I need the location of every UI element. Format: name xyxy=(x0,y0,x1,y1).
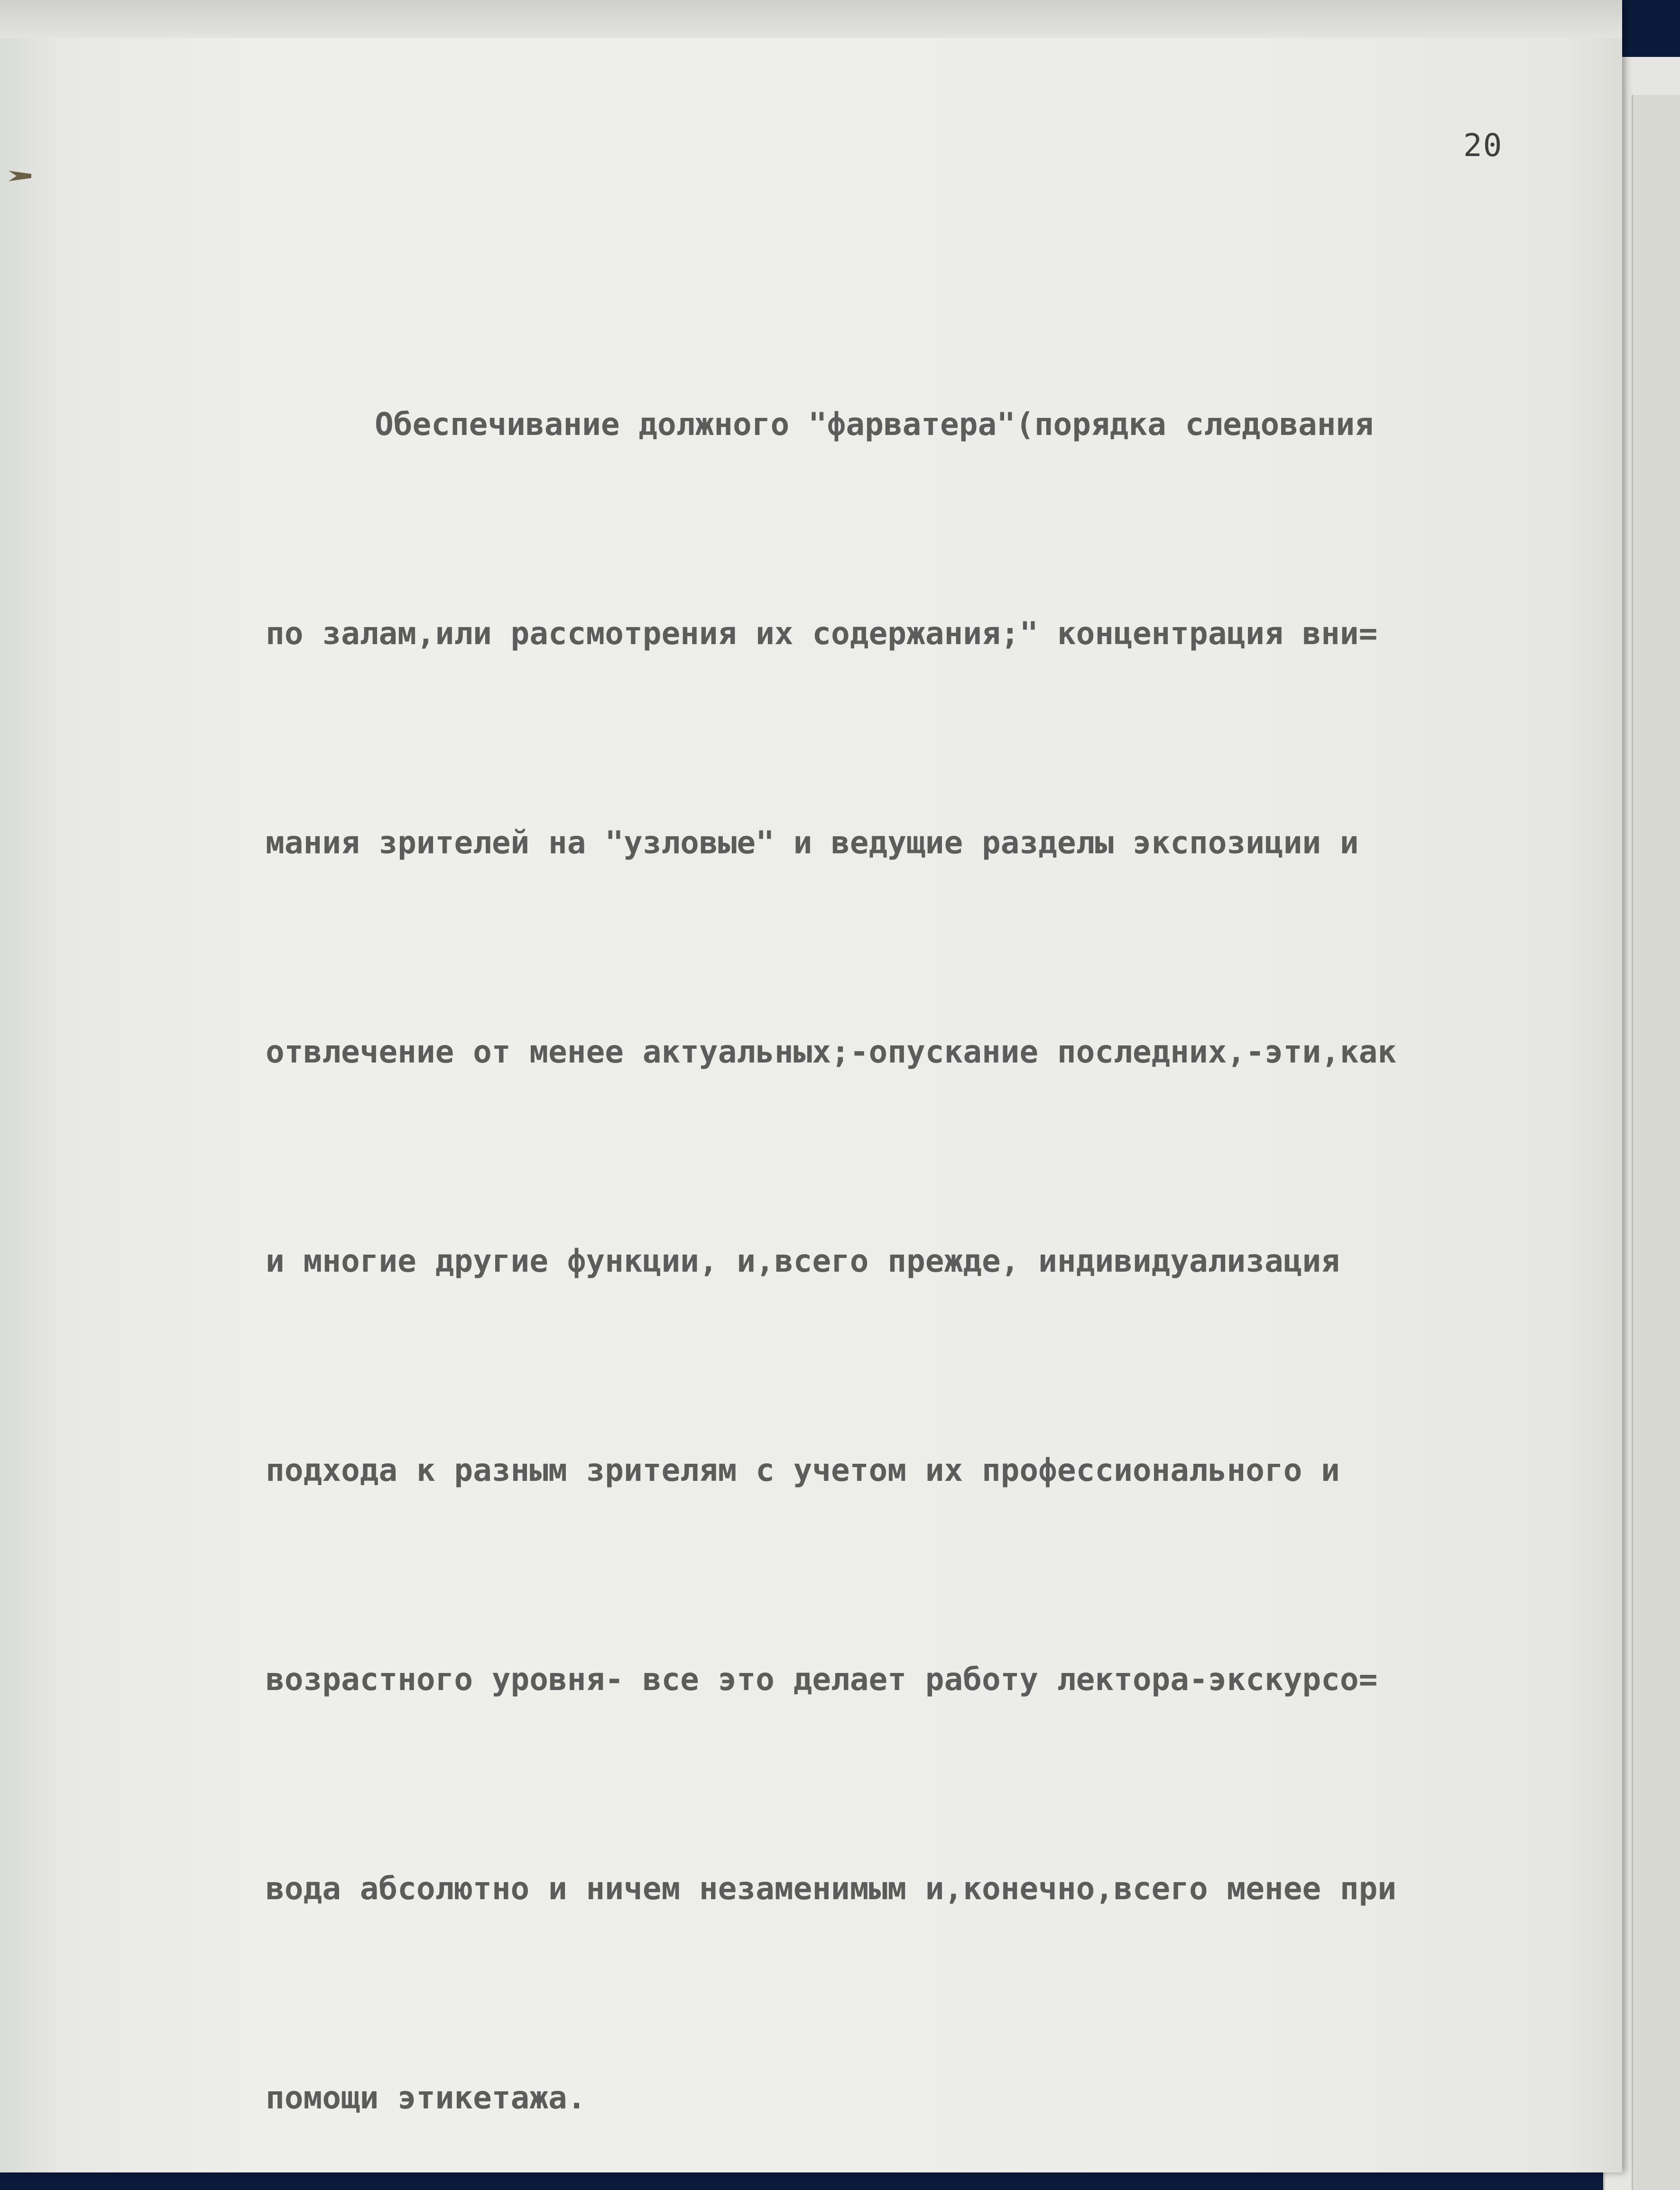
text-line: и многие другие функции, и,всего прежде, индивидуализация xyxy=(266,1243,1340,1279)
text-line: отвлечение от менее актуальных;-опускание последних,-эти,как xyxy=(266,1034,1397,1070)
text-line: по залам,или рассмотрения их содержания;" концентрация вни= xyxy=(266,615,1378,652)
underlying-sheet-edge xyxy=(1632,95,1680,2190)
sheet-top-edge xyxy=(0,0,1622,38)
text-line: возрастного уровня- все это делает работу лектора-экскурсо= xyxy=(266,1661,1378,1698)
text-line: помощи этикетажа. xyxy=(266,2079,586,2116)
text-line: подхода к разным зрителям с учетом их профессионального и xyxy=(266,1452,1340,1488)
text-line: Обеспечивание должного "фарватера"(порядка следования xyxy=(375,406,1374,443)
body-text xyxy=(266,180,1613,2190)
text-line: мания зрителей на "узловые" и ведущие разделы экспозиции и xyxy=(266,824,1359,861)
binding-mark-icon xyxy=(9,171,31,181)
page-number: 20 xyxy=(1463,127,1503,164)
text-line: вода абсолютно и ничем незаменимым и,конечно,всего менее при xyxy=(266,1870,1397,1907)
